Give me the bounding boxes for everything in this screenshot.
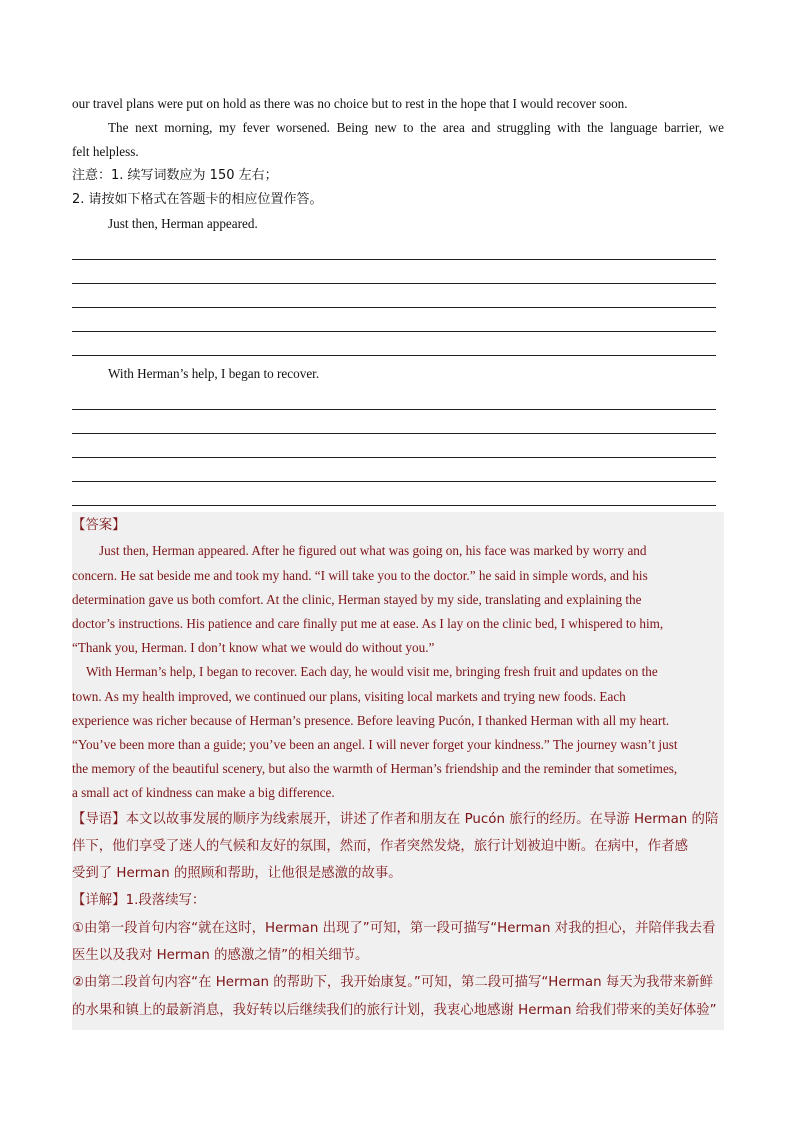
answer-label: 【答案】 bbox=[72, 518, 126, 533]
detail-text: 1.段落续写： bbox=[125, 893, 206, 909]
document-page bbox=[72, 92, 724, 1030]
detail-line: 医生以及我对 Herman 的感激之情”的相关细节。 bbox=[72, 948, 369, 964]
detail-line: ①由第一段首句内容“就在这时，Herman 出现了”可知，第一段可描写“Herman 对我的担心，并陪伴我去看 bbox=[72, 920, 716, 936]
detail-label: 【详解】 bbox=[72, 893, 126, 909]
answer-blank-line bbox=[72, 410, 716, 434]
detail-line: ②由第二段首句内容“在 Herman 的帮助下，我开始康复。”可知，第二段可描写“Herman 每天为我带来新鲜 bbox=[72, 975, 713, 991]
answer-blank-line bbox=[72, 332, 716, 356]
guide-line bbox=[72, 806, 724, 833]
continuation-line-1: our travel plans were put on hold as there was no choice but to rest in the hope that I would recover soon. bbox=[72, 96, 628, 111]
answer-blank-line bbox=[72, 308, 716, 332]
answer-blank-line bbox=[72, 236, 716, 260]
continuation-line-3: felt helpless. bbox=[72, 144, 139, 159]
answer-line: experience was richer because of Herman’s presence. Before leaving Pucón, I thanked Herman with all my heart. bbox=[72, 712, 670, 728]
guide-line: 受到了 Herman 的照顾和帮助，让他很是感激的故事。 bbox=[72, 866, 402, 882]
answer-blank-line bbox=[72, 434, 716, 458]
answer-line: the memory of the beautiful scenery, but also the warmth of Herman’s friendship and the reminder that sometimes, bbox=[72, 761, 678, 777]
note-2: 2. 请按如下格式在答题卡的相应位置作答。 bbox=[72, 192, 323, 207]
note-1: 注意：1. 续写词数应为 150 左右； bbox=[72, 168, 278, 183]
answer-line: With Herman’s help, I began to recover. Each day, he would visit me, bringing fresh fruit and updates on the bbox=[86, 664, 658, 680]
answer-line: concern. He sat beside me and took my hand. “I will take you to the doctor.” he said in simple words, and his bbox=[72, 567, 648, 583]
prompt-1: Just then, Herman appeared. bbox=[108, 216, 258, 231]
answer-section bbox=[72, 512, 724, 1030]
prompt-2: With Herman’s help, I began to recover. bbox=[108, 366, 320, 381]
answer-blank-line bbox=[72, 482, 716, 506]
answer-line: “Thank you, Herman. I don’t know what we would do without you.” bbox=[72, 640, 435, 656]
answer-line: a small act of kindness can make a big difference. bbox=[72, 785, 335, 801]
answer-line: Just then, Herman appeared. After he figured out what was going on, his face was marked by worry and bbox=[99, 543, 647, 559]
answer-line: town. As my health improved, we continued our plans, visiting local markets and trying new foods. Each bbox=[72, 688, 626, 704]
answer-blank-line bbox=[72, 260, 716, 284]
detail-line: 的水果和镇上的最新消息，我好转以后继续我们的旅行计划，我衷心地感谢 Herman 给我们带来的美好体验” bbox=[72, 1002, 717, 1018]
detail-line bbox=[72, 887, 724, 914]
guide-text: 本文以故事发展的顺序为线索展开，讲述了作者和朋友在 Pucón 旅行的经历。在导游 Herman 的陪 bbox=[125, 811, 719, 827]
answer-blank-line bbox=[72, 284, 716, 308]
guide-label: 【导语】 bbox=[72, 811, 126, 827]
answer-line: doctor’s instructions. His patience and care finally put me at ease. As I lay on the clinic bed, I whispered to him, bbox=[72, 615, 664, 631]
answer-line: determination gave us both comfort. At the clinic, Herman stayed by my side, translating and explaining the bbox=[72, 591, 642, 607]
answer-line: “You’ve been more than a guide; you’ve been an angel. I will never forget your kindness.” The journey wasn’t just bbox=[72, 736, 678, 752]
answer-blank-line bbox=[72, 458, 716, 482]
continuation-line-2: The next morning, my fever worsened. Being new to the area and struggling with the language barrier, we bbox=[108, 120, 724, 135]
answer-blank-line bbox=[72, 386, 716, 410]
guide-line: 伴下，他们享受了迷人的气候和友好的氛围，然而，作者突然发烧，旅行计划被迫中断。在病中，作者感 bbox=[72, 838, 688, 854]
